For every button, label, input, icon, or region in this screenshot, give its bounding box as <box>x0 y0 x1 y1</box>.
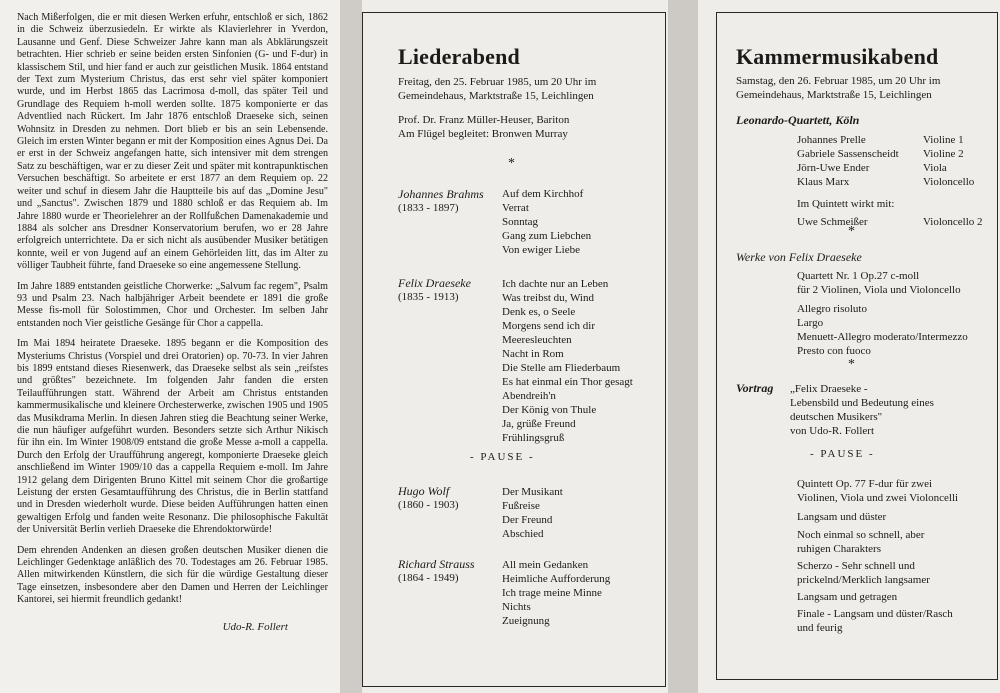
movement: Largo <box>797 317 824 329</box>
bio-paragraph-4: Dem ehrenden Andenken an diesen großen deutschen Musiker dienen die Leichlinger Gedenktage anläßlich des 70. Todestages am 26. Februar 1985. Allen mitwirkenden Künstlern, die sich für die würdige Gestaltung dieser Tage einsetzen, insbesondere aber den Damen und Herren der Leichlinger Kantorei, sei hiermit freundlich gedankt! <box>17 544 328 606</box>
fold-shadow-right <box>668 0 698 693</box>
member-name: Jörn-Uwe Ender <box>797 162 870 174</box>
member-instrument: Violine 2 <box>923 148 964 160</box>
right-panel-kammermusikabend <box>698 0 1000 693</box>
song: Gang zum Liebchen <box>502 230 592 242</box>
composer-draeseke-years: (1835 - 1913) <box>398 291 459 303</box>
movement: Noch einmal so schnell, aber <box>797 529 925 541</box>
composer-brahms-years: (1833 - 1897) <box>398 202 459 214</box>
vortrag-line: „Felix Draeseke - <box>790 383 868 395</box>
composer-strauss: Richard Strauss <box>398 557 475 571</box>
quartet-members <box>797 133 983 229</box>
signature: Udo-R. Follert <box>222 620 288 633</box>
vortrag-details <box>790 382 934 438</box>
song: Ich dachte nur an Leben <box>502 278 609 290</box>
movement: ruhigen Charakters <box>797 543 881 555</box>
guest-intro: Im Quintett wirkt mit: <box>797 198 895 210</box>
guest-name: Uwe Schmeißer <box>797 216 868 228</box>
song: Es hat einmal ein Thor gesagt <box>502 376 633 388</box>
movement: Scherzo - Sehr schnell und <box>797 560 915 572</box>
quartet-name: Leonardo-Quartett, Köln <box>736 113 860 127</box>
liederabend-venue: Gemeindehaus, Marktstraße 15, Leichlingen <box>398 90 594 102</box>
separator-star-2: * <box>848 224 855 239</box>
kammermusikabend-venue: Gemeindehaus, Marktstraße 15, Leichlingen <box>736 89 932 101</box>
song: Abschied <box>502 528 544 540</box>
kammermusik-pause: - PAUSE - <box>810 448 875 460</box>
works-heading: Werke von Felix Draeseke <box>736 250 862 264</box>
movement: Finale - Langsam und düster/Rasch <box>797 608 953 620</box>
bio-paragraph-1: Nach Mißerfolgen, die er mit diesen Werken erfuhr, entschloß er sich, 1862 in die Schweiz überzusiedeln. Er wirkte als Klavierlehrer in Yverdon, Lausanne und Genf. Diese Schweizer Jahre kann man als Abklärungszeit betrachten. Hier schrieb er seine beiden ersten Sinfonien (G- und F-dur) in klassischem Stil, und hier fand er auch zur geistlichen Musik. 1864 entstand der Text zum Mysterium Christus, das erst sehr viel später komponiert wurde, und im Herbst 1865 das Lacrimosa d-moll, das später Teil und Grundlage des Requiem h-moll werden sollte. 1875 komponierte er das Adventlied nach Rückert. Im Jahr 1876 entschloß Draeseke sich, seinen Wohnsitz in Dresden zu nehmen. Dort blieb er bis an sein Lebensende. Gleich im ersten Winter begann er mit der Komposition eines Agnus Dei. Da er erst in der Schweiz angefangen hatte, sich intensiver mit dem strengen Satz zu beschäftigen, war er zu dieser Zeit und später mit kontrapunktischen Versuchen beschäftigt. So arbeitete er erst 1877 an dem Requiem op. 22 weiter und schuf in diesem Jahr die Hauptteile bis auf das „Domine Jesu" und „Sanctus". Zwischen 1879 und 1880 schloß er das Requiem ab. Im Jahre 1880 wurde er Theorielehrer an der Rollfußchen Damenakademie und 1884 als solcher ans Dresdner Konservatorium berufen, wo er 28 Jahre erfolgreich unterrichtete. Da er sich nicht als ausübender Musiker betätigen konnte, weil er von Jugend auf an einem Gehörleiden litt, das im Alter zu völliger Taubheit führte, fand Draeseke so eine angemessene Stellung. <box>17 12 328 272</box>
movement: prickelnd/Merklich langsamer <box>797 574 930 586</box>
middle-panel-liederabend <box>362 0 668 693</box>
bio-paragraph-3: Im Mai 1894 heiratete Draeseke. 1895 begann er die Komposition des Mysteriums Christus (Vorspiel und drei Oratorien) op. 70-73. In vier Jahren bis 1899 entstand dieses Riesenwerk, das Draeseke selbst als sein „reifstes und größtes" bezeichnete. Im folgenden Jahr fanden die ersten Teilaufführungen statt. Während der Arbeit am Christus entstanden kammermusikalische und kleinere Orchesterwerke, zwischen 1905 und 1905 das Musikdrama Merlin. In diesen Jahren stieg die Beachtung seiner Werke, die nun häufiger aufgeführt wurden. Besonders setzte sich Arthur Nikisch für ihn ein. Im Winter 1908/09 entstand die große Messe a-moll a cappella. Durch den Erfolg der Uraufführung angeregt, komponierte Draeseke gleich anschließend im Winter 1909/10 das a cappella Requiem e-moll. Im Jahre 1912 gelang dem Dirigenten Bruno Kittel mit seinem Chor die großartige Leistung der ersten Gesamtaufführung des Christus, die in Berlin stattfand und in Dresden wiederholt wurde. Diese beiden Aufführungen hatten einen gewaltigen Erfolg und fanden weite Resonanz. Die philosophische Fakultät der Universität Berlin verlieh Draeseke die Ehrendoktorwürde! <box>17 338 328 536</box>
composer-strauss-years: (1864 - 1949) <box>398 572 459 584</box>
work-line: Violinen, Viola und zwei Violoncelli <box>797 492 959 504</box>
guest-instrument: Violoncello 2 <box>923 216 983 228</box>
song: All mein Gedanken <box>502 559 589 571</box>
composer-draeseke: Felix Draeseke <box>398 276 471 290</box>
work-line: Quintett Op. 77 F-dur für zwei <box>797 478 933 490</box>
song: Meeresleuchten <box>502 334 572 346</box>
composer-brahms: Johannes Brahms <box>398 187 484 201</box>
song: Frühlingsgruß <box>502 432 565 444</box>
member-name: Gabriele Sassenscheidt <box>797 148 899 160</box>
song: Heimliche Aufforderung <box>502 573 611 585</box>
song: Auf dem Kirchhof <box>502 188 584 200</box>
strauss-song-list <box>502 558 610 628</box>
liederabend-performer-baritone: Prof. Dr. Franz Müller-Heuser, Bariton <box>398 114 570 126</box>
song: Von ewiger Liebe <box>502 244 580 256</box>
movement: Allegro risoluto <box>797 303 867 315</box>
composer-wolf: Hugo Wolf <box>398 484 450 498</box>
fold-shadow-left <box>340 0 362 693</box>
left-panel-biography <box>0 0 340 693</box>
member-instrument: Violine 1 <box>923 134 964 146</box>
work-line: für 2 Violinen, Viola und Violoncello <box>797 284 961 296</box>
bio-paragraph-2: Im Jahre 1889 entstanden geistliche Chorwerke: „Salvum fac regem", Psalm 93 und Psalm 23. Nach halbjähriger Arbeit beendete er 1891 die große Messe fis-moll für Solostimmen, Chor und Orchester. Im selben Jahr entstanden noch Vier geistliche Gesänge für Chor a cappella. <box>17 280 328 329</box>
song: Nacht in Rom <box>502 348 564 360</box>
vortrag-line: von Udo-R. Follert <box>790 425 875 437</box>
member-instrument: Violoncello <box>923 176 975 188</box>
liederabend-title: Liederabend <box>398 44 520 69</box>
vortrag-line: Lebensbild und Bedeutung eines <box>790 397 934 409</box>
liederabend-performer-piano: Am Flügel begleitet: Bronwen Murray <box>398 128 568 140</box>
movement: Langsam und düster <box>797 511 887 523</box>
song: Abendreih'n <box>502 390 556 402</box>
song: Denk es, o Seele <box>502 306 576 318</box>
quintet-op77 <box>797 477 958 635</box>
movement: Menuett-Allegro moderato/Intermezzo <box>797 331 968 343</box>
guest-row <box>797 215 983 229</box>
song: Nichts <box>502 601 531 613</box>
member-instrument: Viola <box>923 162 947 174</box>
song: Ja, grüße Freund <box>502 418 576 430</box>
brahms-song-list <box>502 187 591 257</box>
member-name: Johannes Prelle <box>797 134 866 146</box>
kammermusikabend-date: Samstag, den 26. Februar 1985, um 20 Uhr im <box>736 75 941 87</box>
song: Morgens send ich dir <box>502 320 595 332</box>
vortrag-label: Vortrag <box>736 381 774 395</box>
song: Die Stelle am Fliederbaum <box>502 362 621 374</box>
separator-star-1: * <box>508 156 515 171</box>
member-row <box>797 175 983 189</box>
member-row <box>797 147 983 161</box>
quartet-op27 <box>797 269 968 358</box>
song: Zueignung <box>502 615 550 627</box>
movement: und feurig <box>797 622 843 634</box>
liederabend-pause: - PAUSE - <box>470 451 535 463</box>
draeseke-song-list <box>502 277 633 445</box>
movement: Presto con fuoco <box>797 345 871 357</box>
song: Fußreise <box>502 500 540 512</box>
wolf-song-list <box>502 485 563 541</box>
song: Der Musikant <box>502 486 563 498</box>
member-row <box>797 133 983 147</box>
member-name: Klaus Marx <box>797 176 850 188</box>
separator-star-3: * <box>848 357 855 372</box>
work-line: Quartett Nr. 1 Op.27 c-moll <box>797 270 920 282</box>
composer-wolf-years: (1860 - 1903) <box>398 499 459 511</box>
song: Verrat <box>502 202 529 214</box>
song: Was treibst du, Wind <box>502 292 594 304</box>
vortrag-line: deutschen Musikers" <box>790 411 883 423</box>
liederabend-date: Freitag, den 25. Februar 1985, um 20 Uhr im <box>398 76 597 88</box>
song: Der Freund <box>502 514 553 526</box>
song: Der König von Thule <box>502 404 597 416</box>
song: Ich trage meine Minne <box>502 587 602 599</box>
member-row <box>797 161 983 175</box>
song: Sonntag <box>502 216 539 228</box>
kammermusikabend-title: Kammermusikabend <box>736 44 939 69</box>
movement: Langsam und getragen <box>797 591 898 603</box>
